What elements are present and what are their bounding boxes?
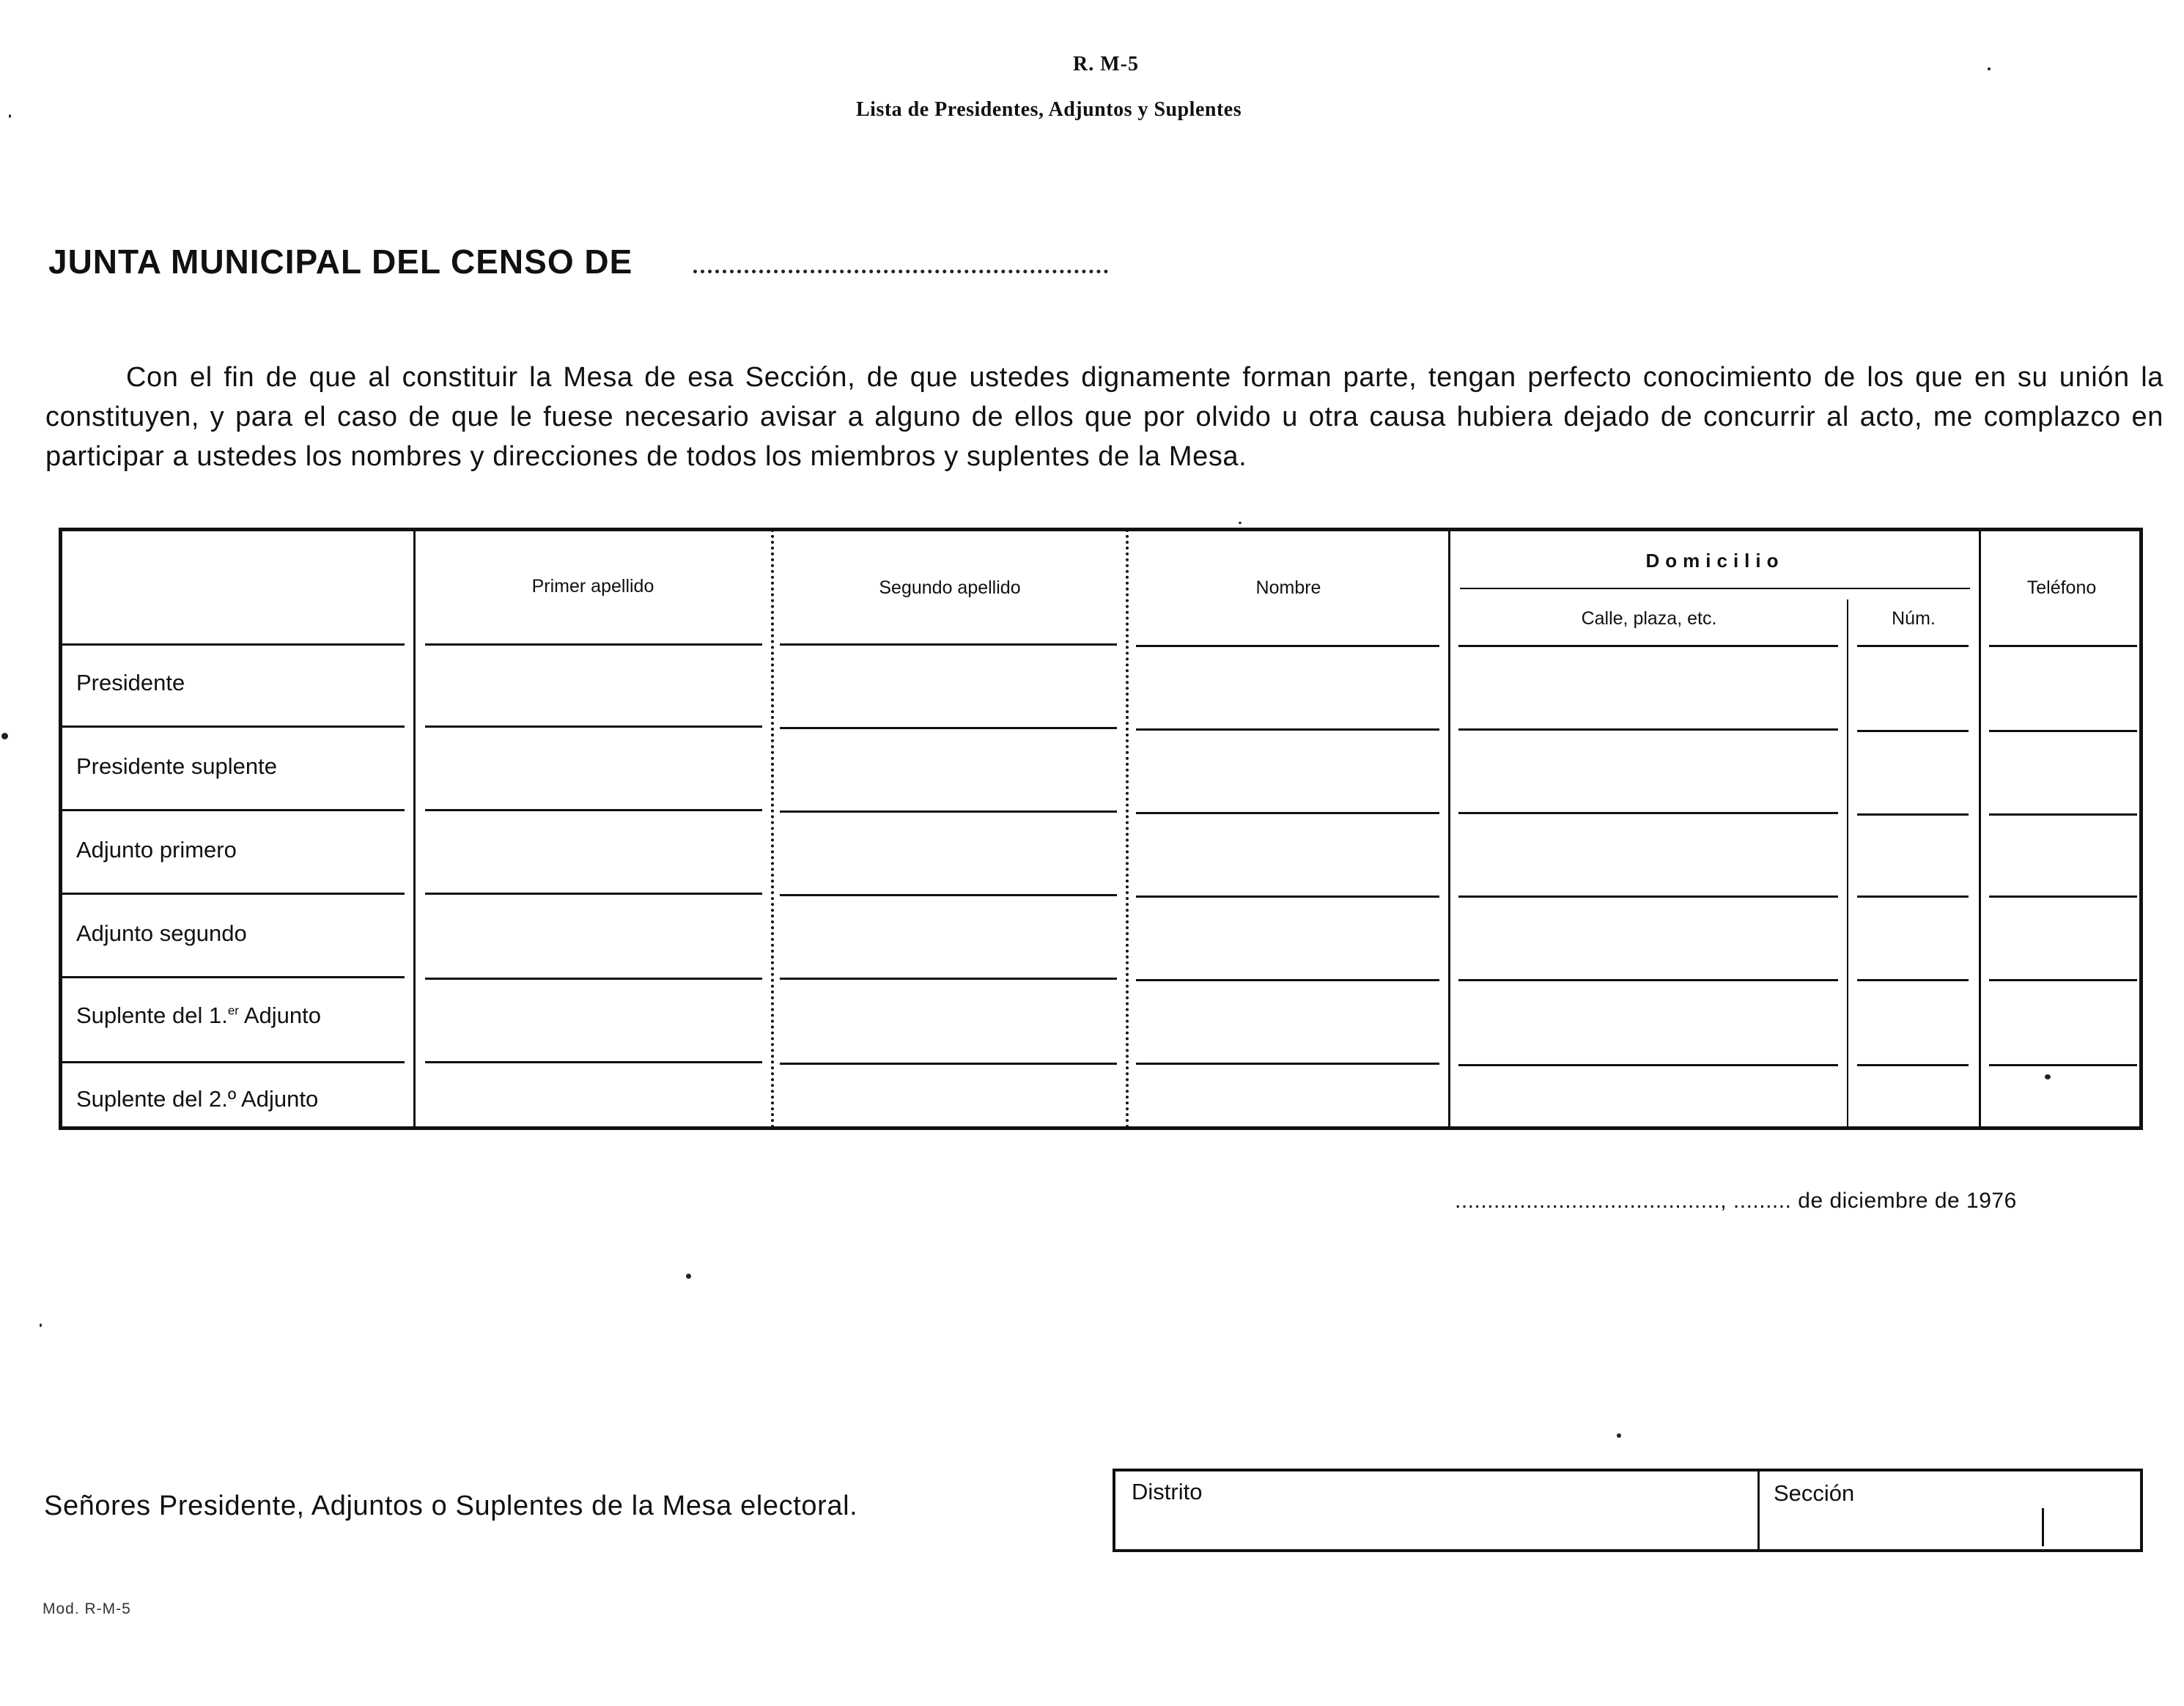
junta-heading: JUNTA MUNICIPAL DEL CENSO DE (48, 243, 633, 281)
header-nombre: Nombre (1255, 577, 1321, 598)
col-divider-num (1847, 599, 1848, 1129)
row-label-presidente: Presidente (76, 670, 185, 695)
intro-paragraph: Con el fin de que al constituir la Mesa de esa Sección, de que ustedes dignamente forman parte, tengan perfecto conocimiento de los que en su unión la constituyen, y para el caso de que le fuese necesario avisar a alguno de ellos que por olvido u otra causa hubiera dejado de concurrir al acto, me complazco en participar a ustedes los nombres y direcciones de todos los miembros y suplentes de la Mesa. (45, 362, 2163, 472)
row-label-adjunto-segundo: Adjunto segundo (76, 920, 247, 946)
col-divider-domicilio (1979, 529, 1981, 1129)
col-divider-label (413, 529, 416, 1129)
header-telefono: Teléfono (2026, 577, 2097, 598)
distrito-seccion-box (1113, 1469, 2143, 1552)
domicilio-subheader-line (1460, 588, 1970, 589)
distrito-label: Distrito (1132, 1479, 1203, 1504)
seccion-tick-mark (2042, 1508, 2044, 1546)
row-label-suplente-segundo-adjunto: Suplente del 2.º Adjunto (76, 1086, 319, 1112)
col-divider-segundo (1126, 529, 1129, 1129)
header-primer-apellido: Primer apellido (531, 576, 654, 597)
form-subtitle: Lista de Presidentes, Adjuntos y Suplentes (856, 98, 1242, 121)
row-label-adjunto-primero: Adjunto primero (76, 837, 237, 863)
header-num: Núm. (1892, 608, 1936, 629)
date-line: ........................................., ......... de diciembre de 1976 (1455, 1189, 2017, 1213)
distrito-seccion-divider (1757, 1469, 1760, 1552)
junta-dotted-fill-line (693, 256, 1108, 273)
header-segundo-apellido: Segundo apellido (879, 577, 1021, 598)
row-label-presidente-suplente: Presidente suplente (76, 753, 278, 779)
form-code: R. M-5 (1073, 53, 1139, 75)
seccion-label: Sección (1774, 1480, 1855, 1506)
col-divider-nombre (1448, 529, 1450, 1129)
row-label-suplente-primer-adjunto: Suplente del 1.$^{er}$ Adjunto (76, 1002, 321, 1028)
col-divider-primer (771, 529, 774, 1129)
model-code: Mod. R-M-5 (43, 1600, 131, 1617)
addressee-line: Señores Presidente, Adjuntos o Suplentes de la Mesa electoral. (44, 1491, 858, 1521)
header-calle: Calle, plaza, etc. (1581, 608, 1717, 629)
header-domicilio: Domicilio (1645, 550, 1785, 572)
